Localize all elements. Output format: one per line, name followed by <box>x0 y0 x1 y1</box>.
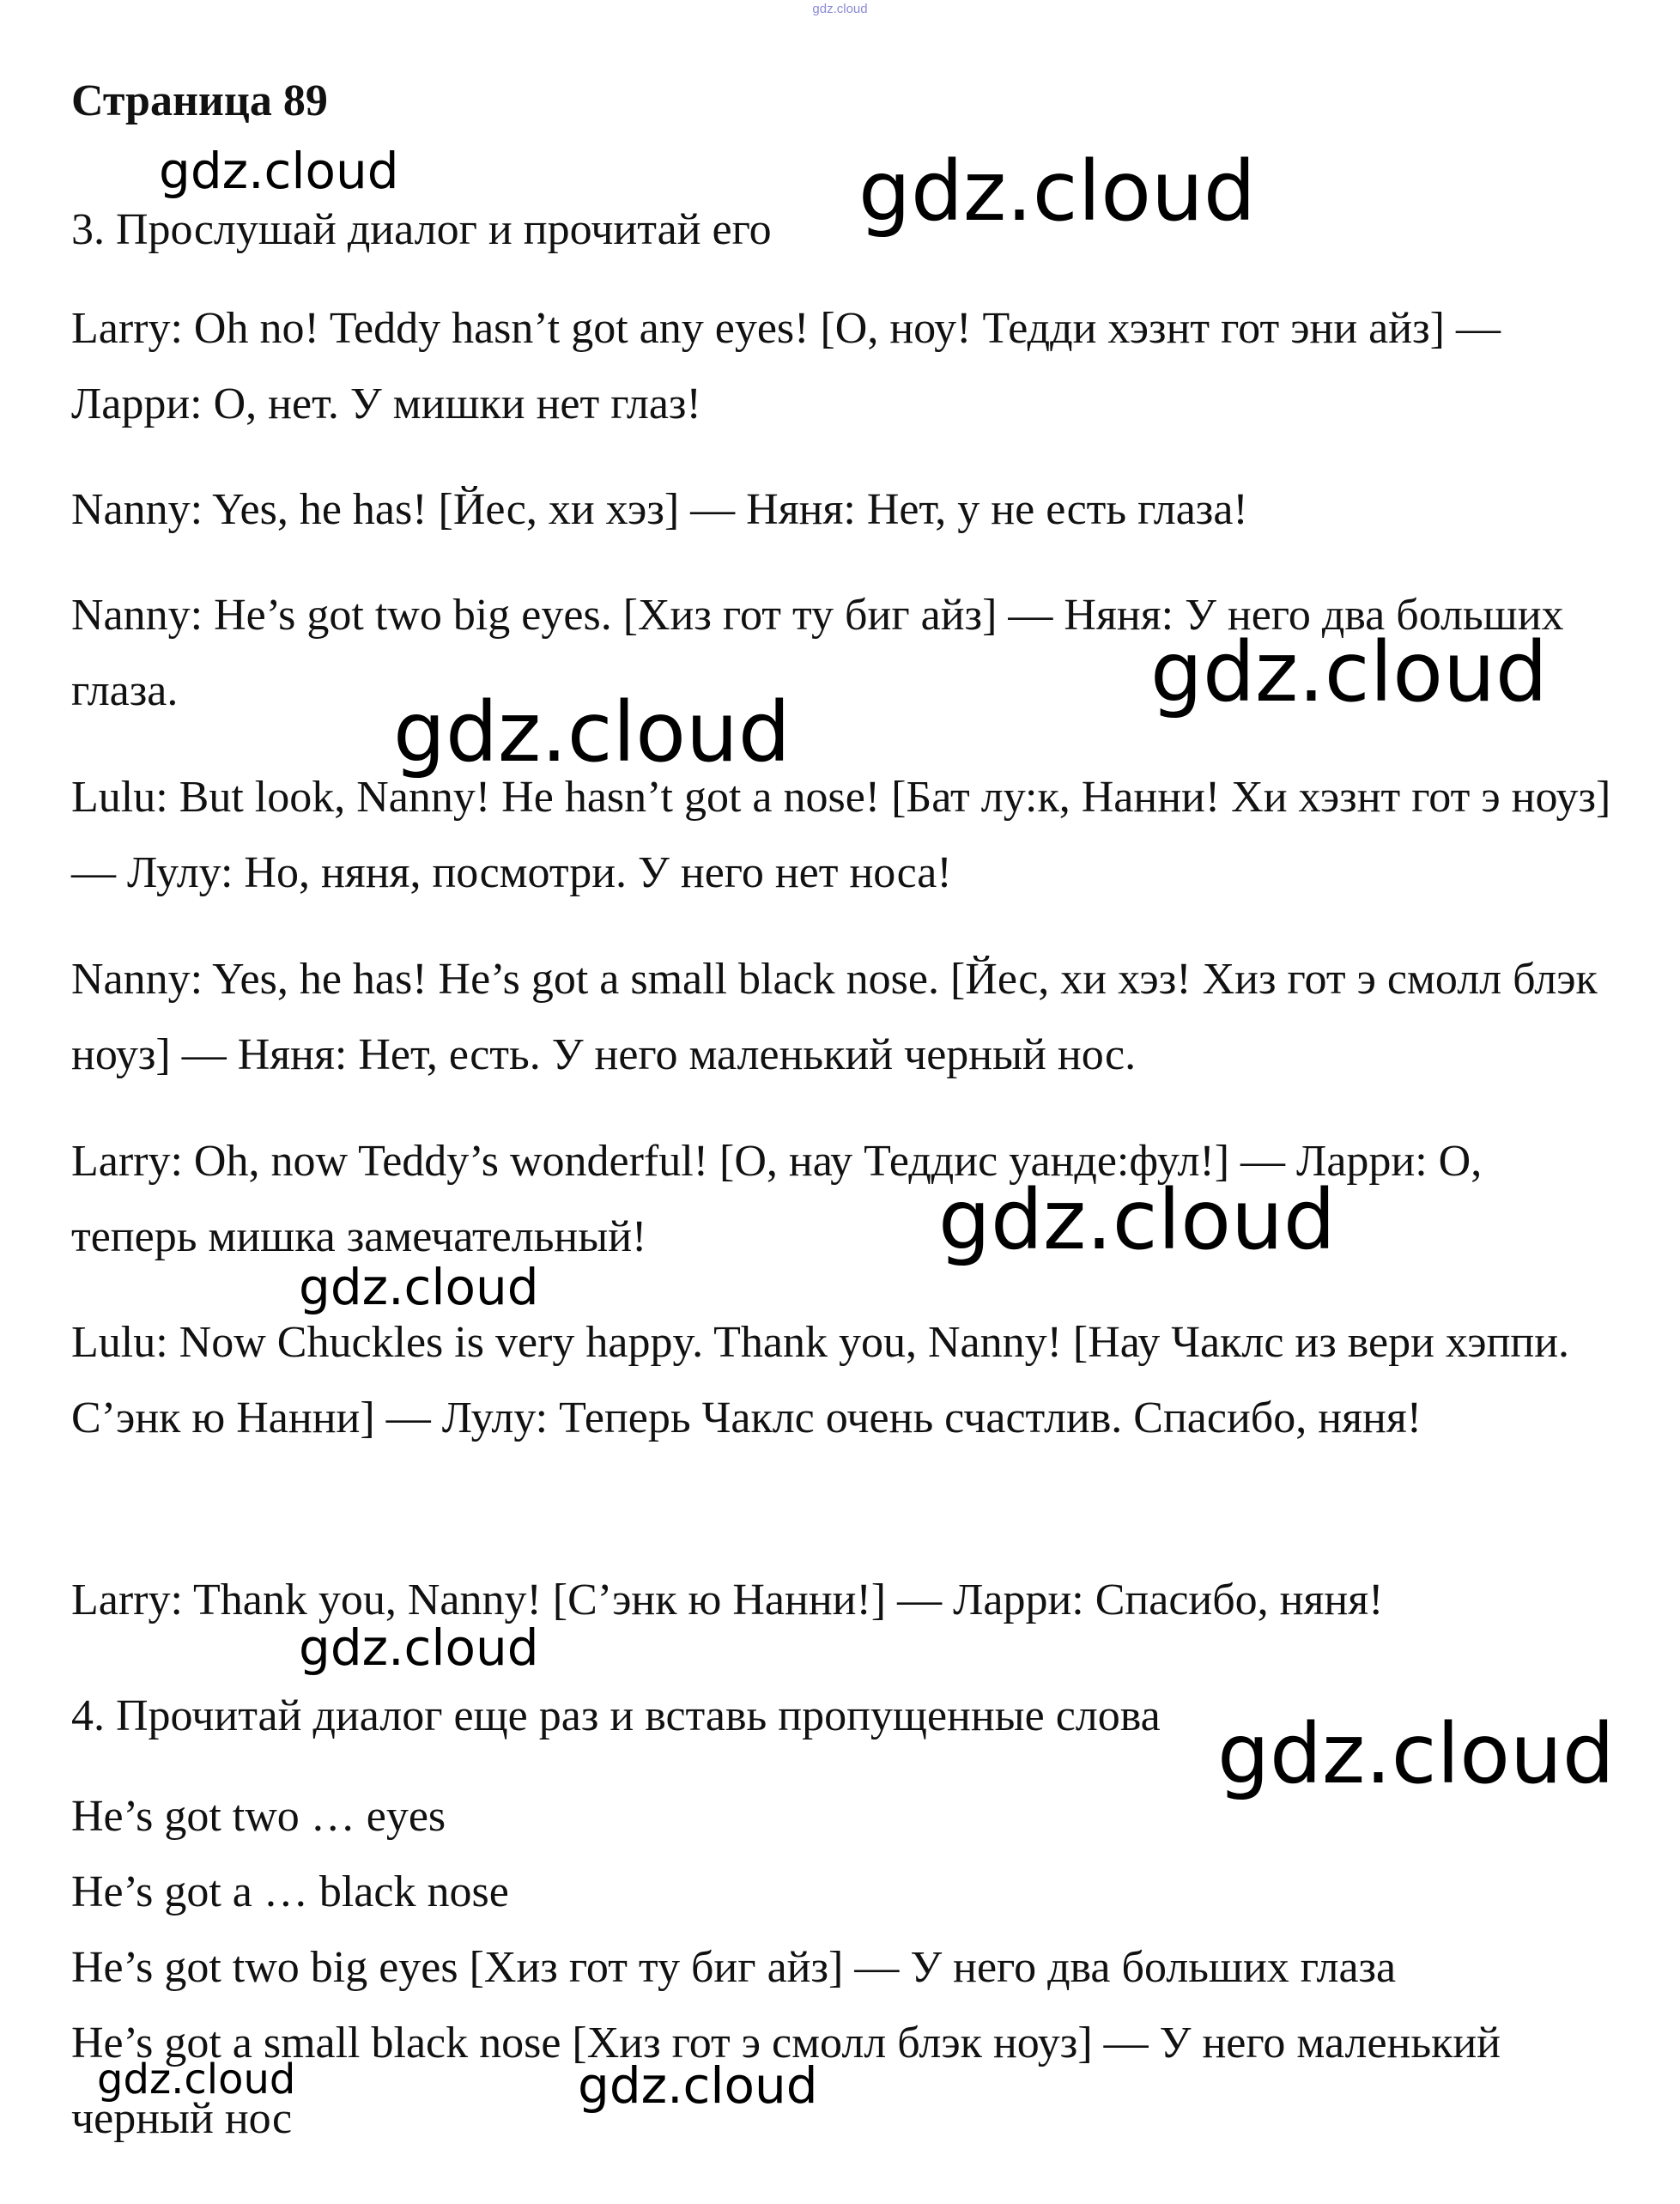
dialogue-line: Nanny: He’s got two big eyes. [Хиз гот ту биг айз] — Няня: У него два больших глаза. <box>71 591 1564 715</box>
watermark: gdz.cloud <box>299 1618 539 1677</box>
dialogue-line: Lulu: But look, Nanny! He hasn’t got a nose! [Бат лу:к, Нанни! Хи хэзнт гот э ноуз] — Лулу: Но, няня, посмотри. У него нет носа! <box>71 773 1611 897</box>
dialogue-line: Lulu: Now Chuckles is very happy. Thank you, Nanny! [Нау Чаклс из вери хэппи. С’энк ю Нанни] — Лулу: Теперь Чаклс очень счастлив. Спасибо, няня! <box>71 1318 1570 1442</box>
site-mark: gdz.cloud <box>812 2 868 16</box>
task4-line: He’s got a small black nose [Хиз гот э смолл блэк ноуз] — У него маленький черный нос <box>71 2019 1501 2143</box>
task3-heading: 3. Прослушай диалог и прочитай его <box>71 205 772 254</box>
task4-heading: 4. Прочитай диалог еще раз и вставь пропущенные слова <box>71 1691 1161 1740</box>
task4-line: He’s got two … eyes <box>71 1792 446 1841</box>
dialogue-line: Nanny: Yes, he has! [Йес, хи хэз] — Няня: Нет, у не есть глаза! <box>71 485 1248 534</box>
watermark: gdz.cloud <box>858 143 1256 240</box>
dialogue-line: Larry: Thank you, Nanny! [С’энк ю Нанни!] — Ларри: Спасибо, няня! <box>71 1576 1384 1624</box>
page-title: Страница 89 <box>71 76 328 125</box>
task4-line: He’s got two big eyes [Хиз гот ту биг айз] — У него два больших глаза <box>71 1943 1397 1992</box>
watermark: gdz.cloud <box>97 2055 296 2104</box>
task4-line: He’s got a … black nose <box>71 1867 509 1916</box>
dialogue-line: Nanny: Yes, he has! He’s got a small black nose. [Йес, хи хэз! Хиз гот э смолл блэк ноуз] — Няня: Нет, есть. У него маленький черный нос. <box>71 955 1598 1079</box>
dialogue-line: Larry: Oh, now Teddy’s wonderful! [О, нау Теддис уанде:фул!] — Ларри: О, теперь мишка замечательный! <box>71 1137 1483 1261</box>
watermark: gdz.cloud <box>393 684 791 780</box>
watermark: gdz.cloud <box>578 2056 818 2115</box>
watermark: gdz.cloud <box>1217 1706 1615 1802</box>
watermark: gdz.cloud <box>299 1258 539 1316</box>
watermark: gdz.cloud <box>938 1172 1336 1268</box>
watermark: gdz.cloud <box>159 142 399 200</box>
dialogue-line: Larry: Oh no! Teddy hasn’t got any eyes! [О, ноу! Тедди хэзнт гот эни айз] — Ларри: О, нет. У мишки нет глаз! <box>71 304 1501 428</box>
watermark: gdz.cloud <box>1150 624 1548 720</box>
